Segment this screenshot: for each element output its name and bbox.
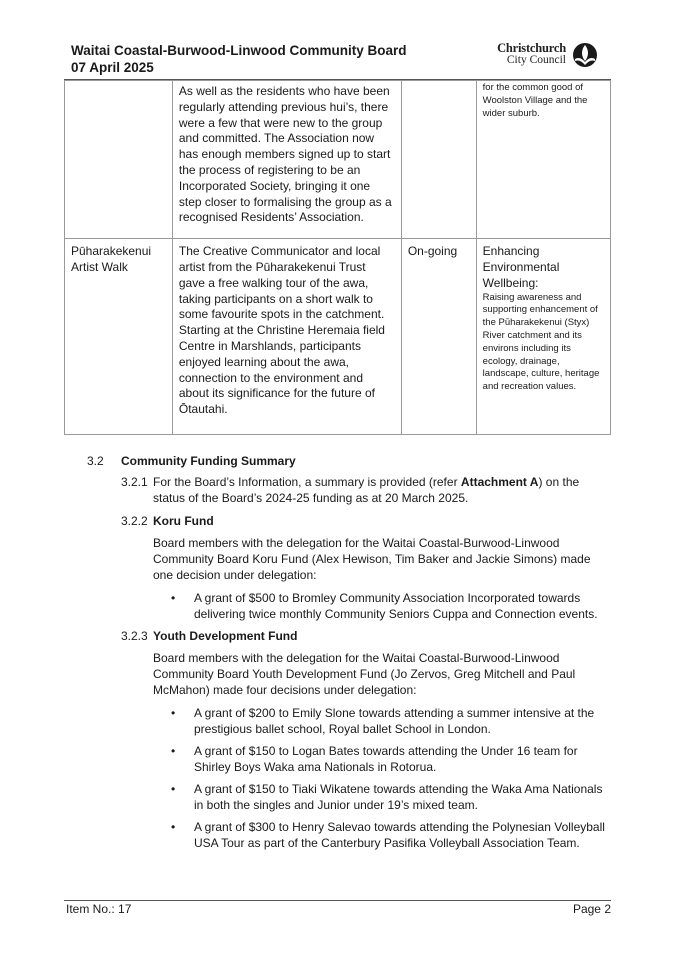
page-number: Page 2 xyxy=(572,902,611,916)
table-row xyxy=(65,239,611,435)
footer-divider xyxy=(64,900,611,901)
item-number: Item No.: 17 xyxy=(66,902,132,916)
outcome-title: Enhancing Environmental Wellbeing: xyxy=(482,244,560,290)
council-logo xyxy=(496,42,606,68)
youth-fund-intro: Board members with the delegation for the Waitai Coastal-Burwood-Linwood Community Board Youth Development Fund (Jo Zervos, Greg Mitchell and Paul McMahon) made four decisions under delegation: xyxy=(153,651,576,697)
subsection-title: Koru Fund xyxy=(153,514,214,528)
activity-table xyxy=(64,80,611,435)
outcome-detail: Raising awareness and supporting enhancement of the Pūharakekenui (Styx) River catchment and its environs including its ecology, drainage, landscape, culture, heritage and recreation values. xyxy=(482,291,600,393)
subsection-number: 3.2.3 xyxy=(121,629,148,643)
activity-description-cell: The Creative Communicator and local artist from the Pūharakekenui Trust gave a free walking tour of the awa, taking participants on a short walk to some favourite spots in the catchment. Starting at the Christine Heremaia field Centre in Marshlands, participants enjoyed learning about the awa, connection to the environment and about its significance for the future of Ōtautahi. xyxy=(172,239,401,435)
activity-name-cell xyxy=(65,81,173,239)
attachment-reference: Attachment A xyxy=(460,475,539,489)
logo-line-1: Christchurch xyxy=(497,41,566,55)
board-name: Waitai Coastal-Burwood-Linwood Community Board xyxy=(71,43,407,58)
meeting-date: 07 April 2025 xyxy=(71,60,154,75)
activity-status-cell xyxy=(401,81,476,239)
koru-fund-intro: Board members with the delegation for the Waitai Coastal-Burwood-Linwood Community Board Koru Fund (Alex Hewison, Tim Baker and Jackie Simons) made one decision under delegation: xyxy=(153,536,591,582)
document-header xyxy=(71,42,407,76)
subsection-number: 3.2.2 xyxy=(121,514,148,528)
attachment-paragraph: For the Board’s Information, a summary is provided (refer Attachment A) on the status of the Board’s 2024-25 funding as at 20 March 2025. xyxy=(153,475,580,505)
outcome-detail: for the common good of Woolston Village and the wider suburb. xyxy=(482,82,588,119)
council-emblem-icon xyxy=(572,42,598,68)
section-title: Community Funding Summary xyxy=(121,454,296,468)
table-row xyxy=(65,81,611,239)
logo-line-2: City Council xyxy=(506,54,566,66)
activity-name-cell: Pūharakekenui Artist Walk xyxy=(65,239,173,435)
activity-description-cell: As well as the residents who have been regularly attending previous hui’s, there were a few that were new to the group and committed. The Association now has enough members signed up to start the process of registering to be an Incorporated Society, bringing it one step closer to formalising the group as a recognised Residents’ Association. xyxy=(172,81,401,239)
section-number: 3.2 xyxy=(87,454,104,468)
activity-outcome-cell xyxy=(476,239,610,435)
subsection-title: Youth Development Fund xyxy=(153,629,298,643)
activity-status-cell: On-going xyxy=(401,239,476,435)
activity-outcome-cell xyxy=(476,81,610,239)
subsection-number: 3.2.1 xyxy=(121,475,148,489)
